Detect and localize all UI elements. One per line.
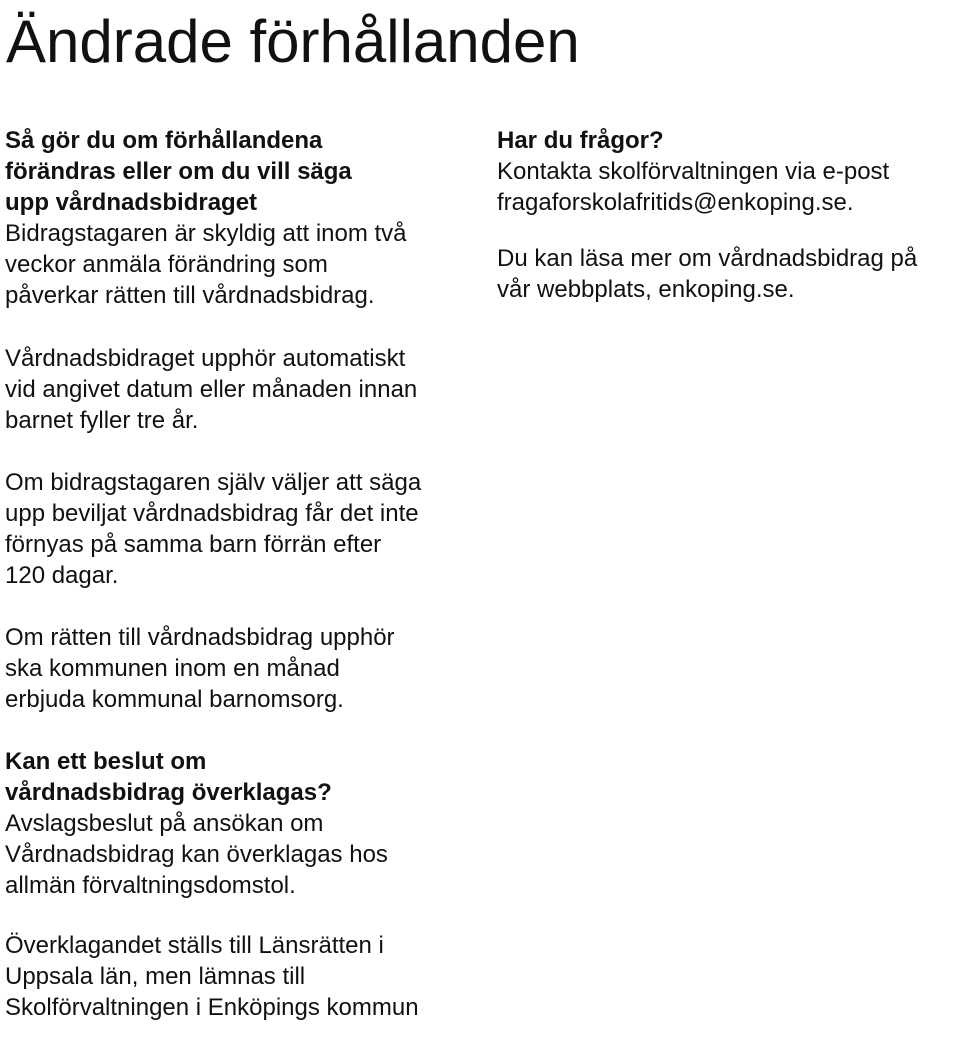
right-column — [497, 125, 957, 305]
automatic-end-paragraph: Vårdnadsbidraget upphör automatiskt vid angivet datum eller månaden innan barnet fyller tre år. — [5, 345, 418, 434]
more-info-text: Du kan läsa mer om vårdnadsbidrag på vår webbplats, enkoping.se. — [497, 245, 918, 303]
appeal-submission-paragraph: Överklagandet ställs till Länsrätten i Uppsala län, men lämnas till Skolförvaltningen i Enköpings kommun — [5, 932, 419, 1021]
appeal-heading: Kan ett beslut om vårdnadsbidrag överklagas? — [5, 748, 332, 806]
cancel-renewal-paragraph: Om bidragstagaren själv väljer att säga upp beviljat vårdnadsbidrag får det inte förnyas på samma barn förrän efter 120 dagar. — [5, 469, 422, 589]
appeal-body: Avslagsbeslut på ansökan om Vårdnadsbidrag kan överklagas hos allmän förvaltningsdomstol. — [5, 810, 388, 899]
change-circumstances-section — [5, 125, 475, 311]
questions-heading: Har du frågor? — [497, 127, 664, 154]
childcare-offer-paragraph: Om rätten till vårdnadsbidrag upphör ska kommunen inom en månad erbjuda kommunal barnomsorg. — [5, 624, 395, 713]
page-title: Ändrade förhållanden — [6, 8, 580, 75]
appeal-section — [5, 746, 475, 901]
contact-text: Kontakta skolförvaltningen via e-post fragaforskolafritids@enkoping.se. — [497, 158, 890, 216]
change-circumstances-heading: Så gör du om förhållandena förändras eller om du vill säga upp vårdnadsbidraget — [5, 127, 352, 216]
questions-section — [497, 125, 957, 218]
change-circumstances-body: Bidragstagaren är skyldig att inom två veckor anmäla förändring som påverkar rätten till vårdnadsbidrag. — [5, 220, 407, 309]
left-column — [5, 125, 475, 1023]
